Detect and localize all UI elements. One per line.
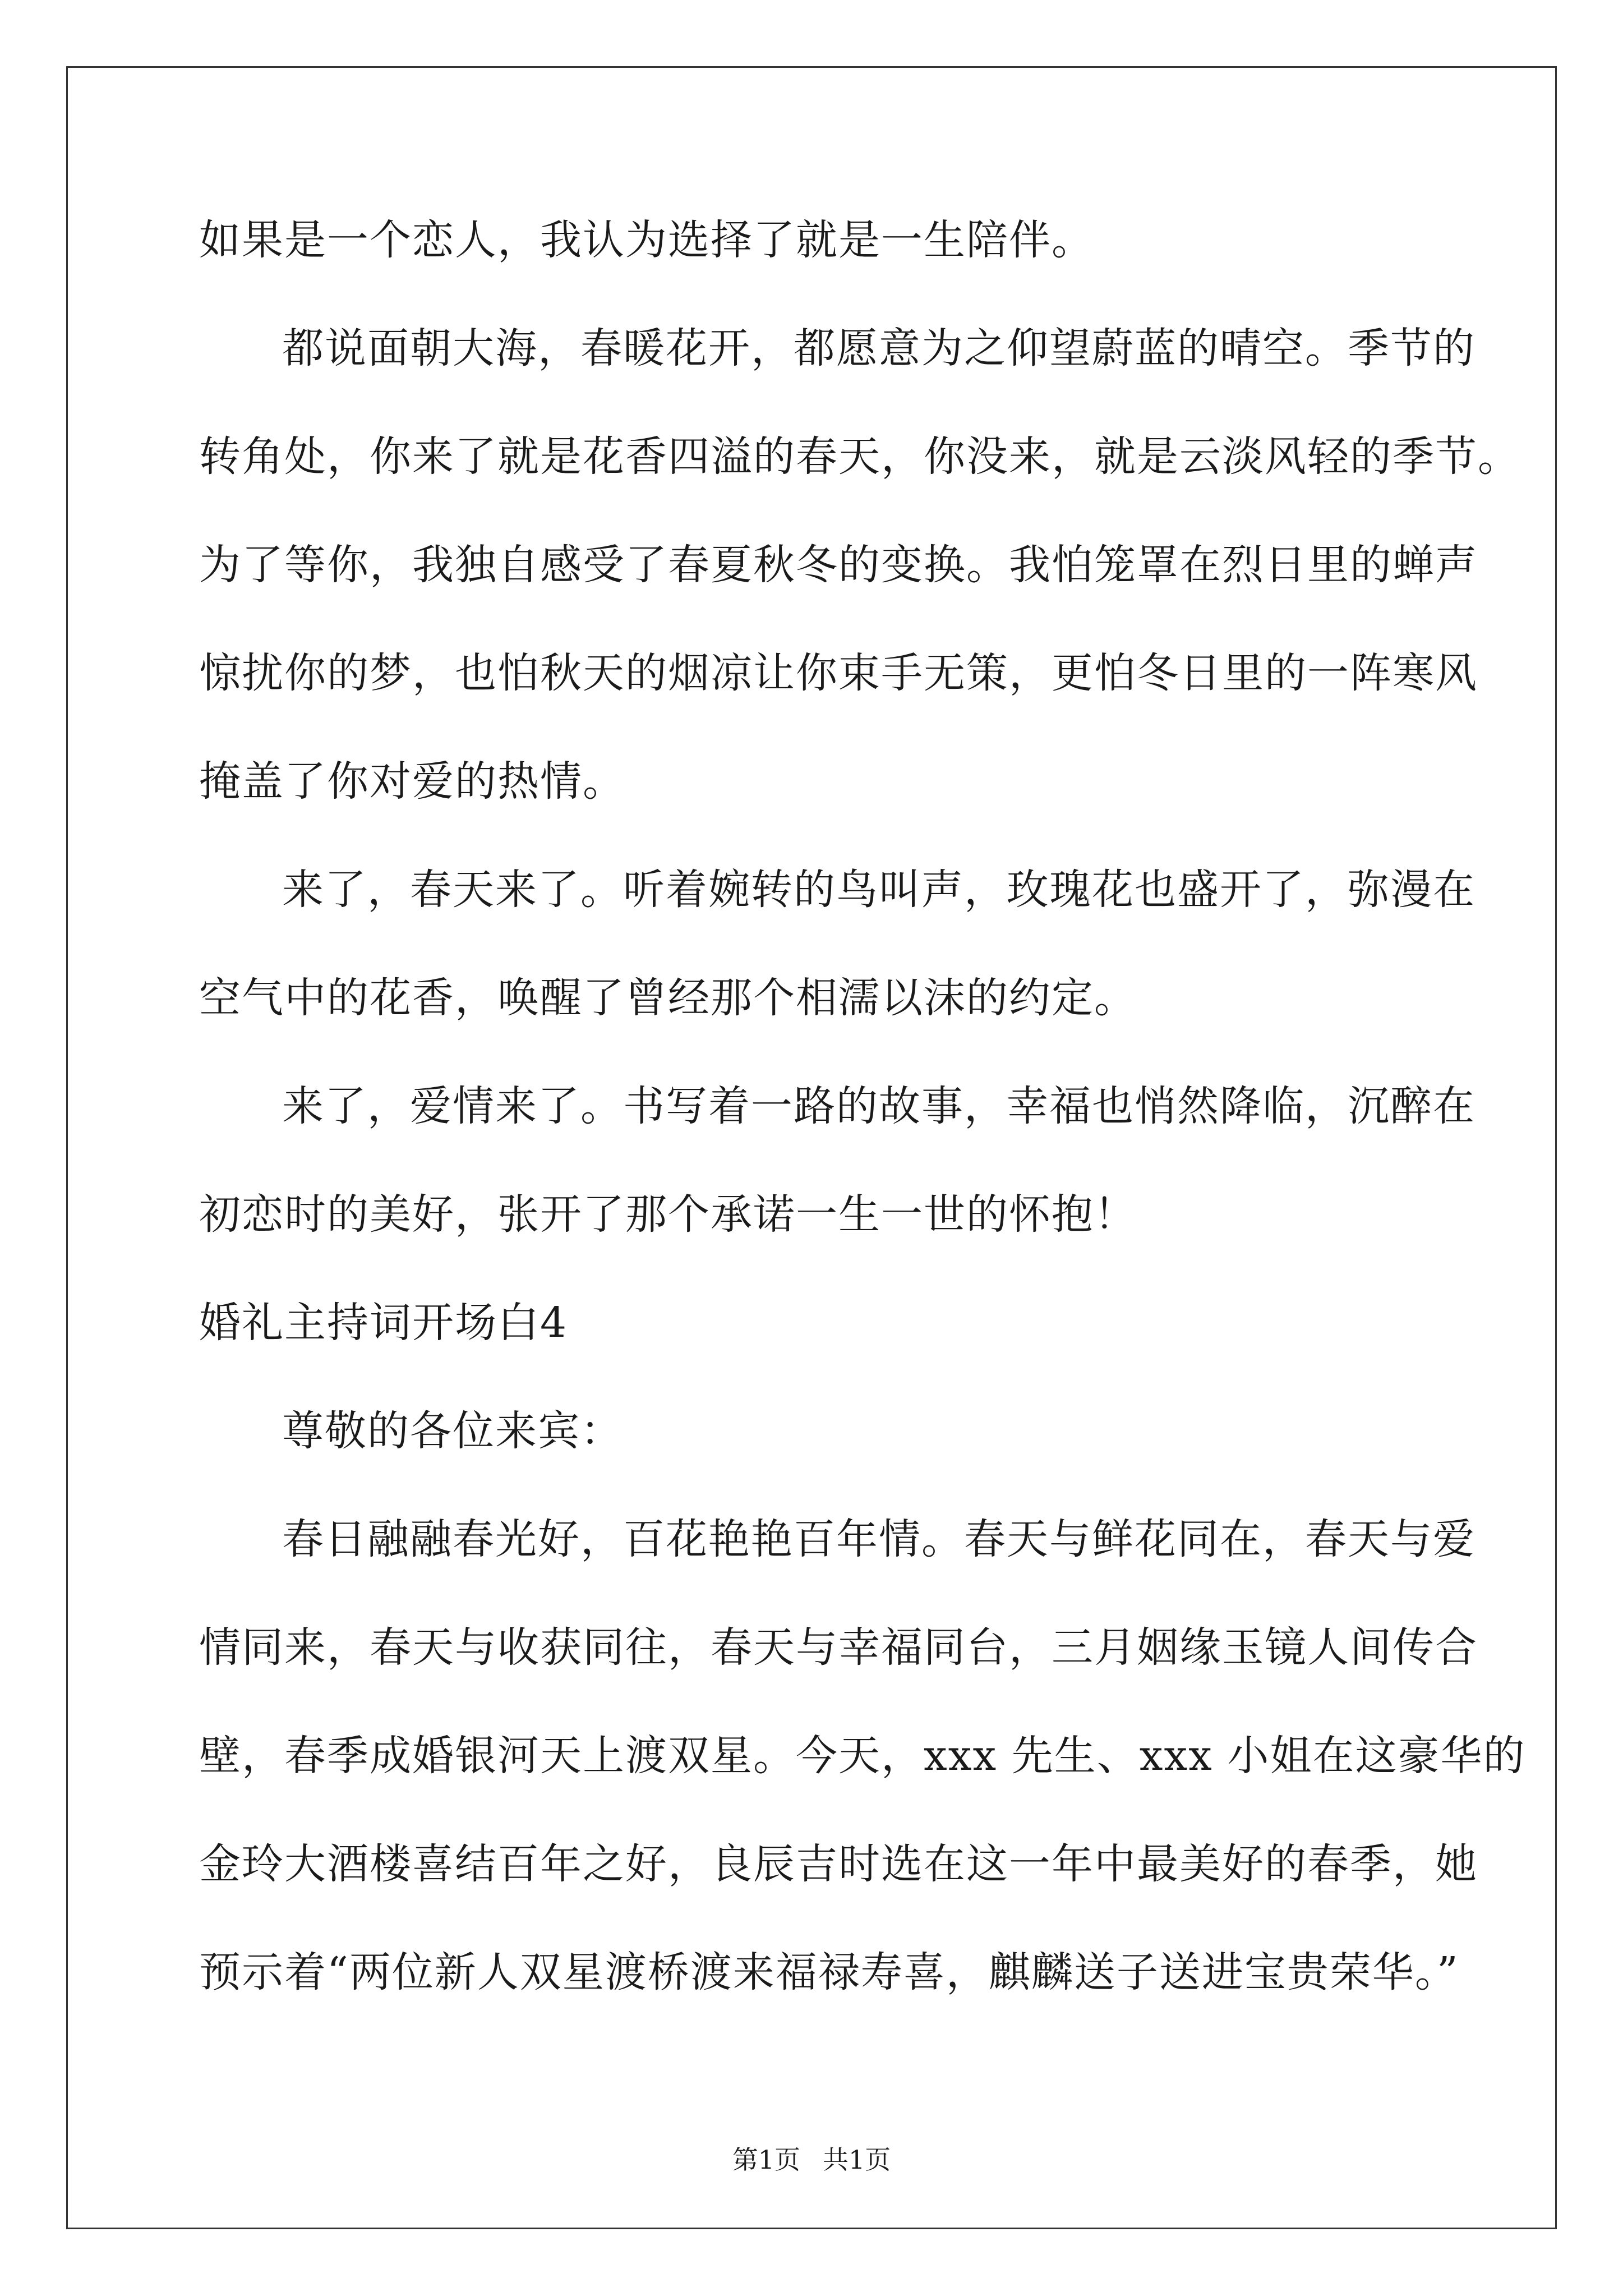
text-line: 金玲大酒楼喜结百年之好，良辰吉时选在这一年中最美好的春季，她 <box>199 1840 1478 1888</box>
text-line: 预示着“两位新人双星渡桥渡来福禄寿喜，麒麟送子送进宝贵荣华。” <box>199 1948 1459 1996</box>
page-total: 共1页 <box>823 2145 891 2175</box>
text-line: 如果是一个恋人，我认为选择了就是一生陪伴。 <box>199 216 1094 264</box>
text-line: 掩盖了你对爱的热情。 <box>199 757 625 806</box>
document-body <box>199 213 1526 1999</box>
section-heading: 婚礼主持词开场白4 <box>199 1299 568 1347</box>
text-line: 尊敬的各位来宾： <box>282 1407 623 1455</box>
text-line: 情同来，春天与收获同往，春天与幸福同台，三月姻缘玉镜人间传合 <box>199 1623 1478 1672</box>
text-line: 壁，春季成婚银河天上渡双星。今天，xxx 先生、xxx 小姐在这豪华的 <box>199 1732 1526 1780</box>
text-line: 初恋时的美好，张开了那个承诺一生一世的怀抱！ <box>199 1190 1137 1239</box>
text-line: 空气中的花香，唤醒了曾经那个相濡以沫的约定。 <box>199 974 1137 1022</box>
text-line: 为了等你，我独自感受了春夏秋冬的变换。我怕笼罩在烈日里的蝉声 <box>199 541 1478 589</box>
page-number: 第1页 <box>732 2145 800 2175</box>
text-line: 惊扰你的梦，也怕秋天的烟凉让你束手无策，更怕冬日里的一阵寒风 <box>199 649 1478 697</box>
text-line: 来了，春天来了。听着婉转的鸟叫声，玫瑰花也盛开了，弥漫在 <box>282 866 1476 914</box>
text-line: 转角处，你来了就是花香四溢的春天，你没来，就是云淡风轻的季节。 <box>199 432 1520 481</box>
text-line: 来了，爱情来了。书写着一路的故事，幸福也悄然降临，沉醉在 <box>282 1082 1476 1130</box>
text-line: 都说面朝大海，春暖花开，都愿意为之仰望蔚蓝的晴空。季节的 <box>282 324 1476 372</box>
text-line: 春日融融春光好，百花艳艳百年情。春天与鲜花同在，春天与爱 <box>282 1515 1476 1563</box>
page-footer <box>0 2143 1623 2177</box>
